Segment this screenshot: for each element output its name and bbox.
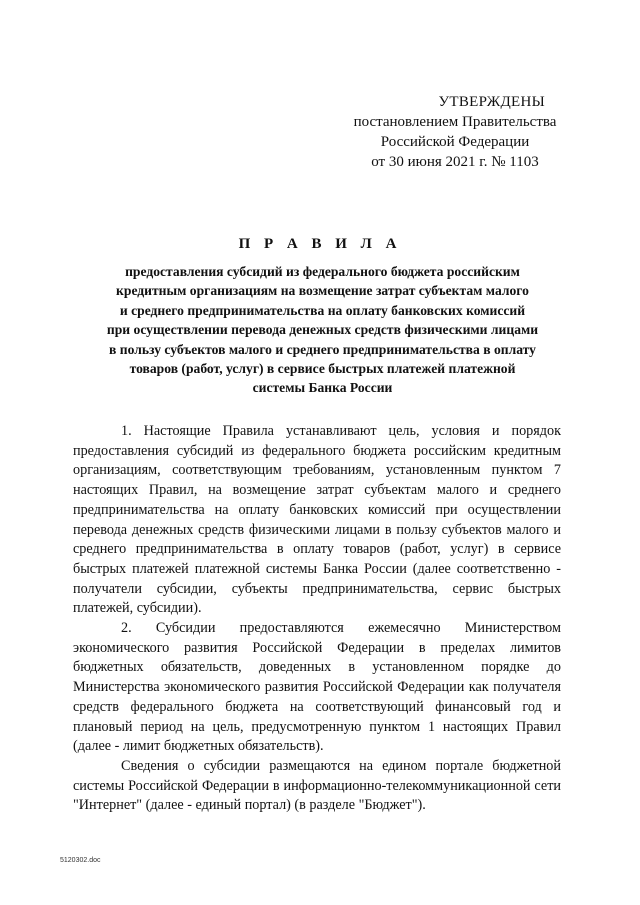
paragraph-2: 2. Субсидии предоставляются ежемесячно Министерством экономического развития Российской Федерации в пределах лимитов бюджетных обязательств, доведенных в установленном порядке до Министерства экономического развития Российской Федерации как получателя средств федерального бюджета на соответствующий финансовый год и плановый период на цель, предусмотренную пунктом 1 настоящих Правил (далее - лимит бюджетных обязательств). [73,620,561,755]
subtitle-line: при осуществлении перевода денежных средств физическими лицами [106,322,539,338]
approval-line-2: Российской Федерации [380,134,530,150]
file-name-footer: 5120302.doc [60,857,101,864]
approval-block [330,92,580,172]
subtitle-line: системы Банка России [252,380,393,396]
approval-line-1: постановлением Правительства [353,114,557,130]
approval-line-3: от 30 июня 2021 г. № 1103 [371,154,539,170]
subtitle-line: и среднего предпринимательства на оплату банковских комиссий [119,302,526,318]
subtitle-line: кредитным организациям на возмещение затрат субъектам малого [116,283,529,299]
document-title: П Р А В И Л А [238,236,402,252]
document-body [73,422,561,816]
paragraph-1: 1. Настоящие Правила устанавливают цель, условия и порядок предоставления субсидий из федерального бюджета российским кредитным организациям, соответствующим требованиям, установленным пунктом 7 настоящих Правил, на возмещение затрат субъектам малого и среднего предпринимательства на оплату банковских комиссий при осуществлении перевода денежных средств физическими лицами в пользу субъектов малого и среднего предпринимательства в оплату товаров (работ, услуг) в сервисе быстрых платежей платежной системы Банка России (далее соответственно - получатели субсидии, субъекты предпринимательства, сервис быстрых платежей, субсидии). [73,423,561,617]
subtitle-line: товаров (работ, услуг) в сервисе быстрых платежей платежной [129,361,516,377]
subtitle-line: в пользу субъектов малого и среднего предпринимательства в оплату [109,341,536,357]
approval-heading: УТВЕРЖДЕНЫ [438,94,545,110]
subtitle-line: предоставления субсидий из федерального бюджета российским [125,264,520,279]
paragraph-3: Сведения о субсидии размещаются на едином портале бюджетной системы Российской Федерации в информационно-телекоммуникационной сети "Интернет" (далее - единый портал) (в разделе "Бюджет"). [73,757,561,814]
document-subtitle [70,262,575,398]
